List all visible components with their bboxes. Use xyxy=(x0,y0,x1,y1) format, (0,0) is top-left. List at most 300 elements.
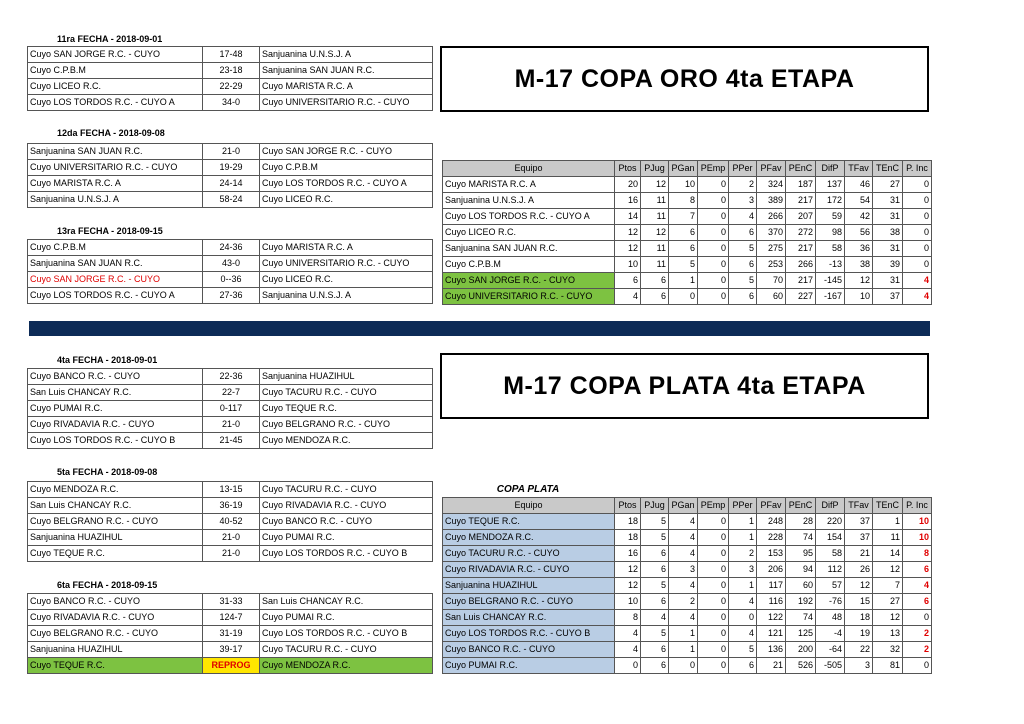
stat-value: 6 xyxy=(669,241,698,257)
away-team: Cuyo C.P.B.M xyxy=(260,160,433,176)
column-header: PFav xyxy=(757,161,786,177)
stat-value: 6 xyxy=(641,546,669,562)
team-name: Cuyo LOS TORDOS R.C. - CUYO A xyxy=(443,209,615,225)
match-row xyxy=(28,63,433,79)
penalty-points: 0 xyxy=(903,225,932,241)
column-header: DifP xyxy=(816,161,845,177)
stat-value: 0 xyxy=(698,594,729,610)
copa-oro-standings xyxy=(442,160,932,305)
stat-value: 1 xyxy=(729,578,757,594)
stat-value: 5 xyxy=(669,257,698,273)
column-header: PGan xyxy=(669,161,698,177)
stat-value: 1 xyxy=(873,514,903,530)
home-team: Cuyo LICEO R.C. xyxy=(28,79,203,95)
stat-value: 37 xyxy=(873,289,903,305)
penalty-points: 4 xyxy=(903,578,932,594)
stat-value: 46 xyxy=(845,177,873,193)
stat-value: 18 xyxy=(845,610,873,626)
penalty-points: 0 xyxy=(903,209,932,225)
team-name: Cuyo MENDOZA R.C. xyxy=(443,530,615,546)
match-row xyxy=(28,658,433,674)
penalty-points: 2 xyxy=(903,642,932,658)
penalty-points: 0 xyxy=(903,257,932,273)
stat-value: 37 xyxy=(845,530,873,546)
team-name: Cuyo BANCO R.C. - CUYO xyxy=(443,642,615,658)
match-row xyxy=(28,610,433,626)
stat-value: 70 xyxy=(757,273,786,289)
column-header: PFav xyxy=(757,498,786,514)
stat-value: 0 xyxy=(698,177,729,193)
stat-value: 6 xyxy=(729,225,757,241)
stat-value: 272 xyxy=(786,225,816,241)
stat-value: 48 xyxy=(816,610,845,626)
column-header: PEnC xyxy=(786,498,816,514)
standings-row xyxy=(443,546,932,562)
stat-value: 0 xyxy=(698,193,729,209)
standings-row xyxy=(443,225,932,241)
home-team: Cuyo RIVADAVIA R.C. - CUYO xyxy=(28,417,203,433)
stat-value: 12 xyxy=(615,578,641,594)
match-row xyxy=(28,514,433,530)
match-score: 21-0 xyxy=(203,144,260,160)
match-row xyxy=(28,240,433,256)
column-header: Equipo xyxy=(443,161,615,177)
match-score: 39-17 xyxy=(203,642,260,658)
standings-row xyxy=(443,658,932,674)
match-score: 31-19 xyxy=(203,626,260,642)
standings-row xyxy=(443,289,932,305)
stat-value: 172 xyxy=(816,193,845,209)
fixture-table xyxy=(27,593,433,674)
stat-value: 1 xyxy=(669,642,698,658)
stat-value: 74 xyxy=(786,610,816,626)
standings-row xyxy=(443,514,932,530)
match-score: 21-0 xyxy=(203,546,260,562)
match-score: 13-15 xyxy=(203,482,260,498)
stat-value: 27 xyxy=(873,594,903,610)
stat-value: 12 xyxy=(615,562,641,578)
stat-value: 7 xyxy=(873,578,903,594)
fixture-table xyxy=(27,239,433,304)
match-row xyxy=(28,530,433,546)
stat-value: 20 xyxy=(615,177,641,193)
team-name: Cuyo BELGRANO R.C. - CUYO xyxy=(443,594,615,610)
match-score: 31-33 xyxy=(203,594,260,610)
stat-value: 4 xyxy=(669,530,698,546)
match-row xyxy=(28,594,433,610)
stat-value: 2 xyxy=(669,594,698,610)
stat-value: 266 xyxy=(786,257,816,273)
stat-value: 18 xyxy=(615,514,641,530)
match-row xyxy=(28,47,433,63)
column-header: TFav xyxy=(845,161,873,177)
penalty-points: 10 xyxy=(903,530,932,546)
stat-value: 11 xyxy=(641,241,669,257)
stat-value: 275 xyxy=(757,241,786,257)
stat-value: 0 xyxy=(698,562,729,578)
home-team: Cuyo BELGRANO R.C. - CUYO xyxy=(28,626,203,642)
stat-value: 154 xyxy=(816,530,845,546)
stat-value: 6 xyxy=(729,257,757,273)
stat-value: 4 xyxy=(641,610,669,626)
home-team: Cuyo SAN JORGE R.C. - CUYO xyxy=(28,272,203,288)
fecha-title: 4ta FECHA - 2018-09-01 xyxy=(57,355,158,365)
standings-row xyxy=(443,642,932,658)
stat-value: 56 xyxy=(845,225,873,241)
stat-value: 2 xyxy=(729,177,757,193)
stat-value: 1 xyxy=(669,273,698,289)
stat-value: -64 xyxy=(816,642,845,658)
away-team: Cuyo MARISTA R.C. A xyxy=(260,79,433,95)
home-team: Sanjuanina HUAZIHUL xyxy=(28,530,203,546)
home-team: Cuyo BANCO R.C. - CUYO xyxy=(28,369,203,385)
team-name: Cuyo TACURU R.C. - CUYO xyxy=(443,546,615,562)
fecha-title: 5ta FECHA - 2018-09-08 xyxy=(57,467,158,477)
stat-value: 21 xyxy=(845,546,873,562)
away-team: San Luis CHANCAY R.C. xyxy=(260,594,433,610)
penalty-points: 6 xyxy=(903,594,932,610)
column-header: Equipo xyxy=(443,498,615,514)
home-team: San Luis CHANCAY R.C. xyxy=(28,385,203,401)
stat-value: 1 xyxy=(729,530,757,546)
match-row xyxy=(28,95,433,111)
match-score: 124-7 xyxy=(203,610,260,626)
away-team: Cuyo LOS TORDOS R.C. - CUYO A xyxy=(260,176,433,192)
stat-value: 12 xyxy=(615,225,641,241)
stat-value: 217 xyxy=(786,273,816,289)
stat-value: 5 xyxy=(729,642,757,658)
stat-value: 12 xyxy=(873,562,903,578)
home-team: Cuyo C.P.B.M xyxy=(28,63,203,79)
home-team: Cuyo C.P.B.M xyxy=(28,240,203,256)
column-header: TEnC xyxy=(873,161,903,177)
team-name: Sanjuanina U.N.S.J. A xyxy=(443,193,615,209)
standings-row xyxy=(443,177,932,193)
column-header: DifP xyxy=(816,498,845,514)
stat-value: 6 xyxy=(641,289,669,305)
stat-value: 0 xyxy=(669,289,698,305)
fixture-table xyxy=(27,46,433,111)
standings-row xyxy=(443,562,932,578)
stat-value: 0 xyxy=(698,225,729,241)
stat-value: 38 xyxy=(845,257,873,273)
fixture-table xyxy=(27,368,433,449)
stat-value: 137 xyxy=(816,177,845,193)
stat-value: 4 xyxy=(729,594,757,610)
stat-value: 0 xyxy=(698,626,729,642)
stat-value: 74 xyxy=(786,530,816,546)
stat-value: 153 xyxy=(757,546,786,562)
home-team: Cuyo MENDOZA R.C. xyxy=(28,482,203,498)
column-header: P. Inc xyxy=(903,161,932,177)
penalty-points: 6 xyxy=(903,562,932,578)
fecha-title: 11ra FECHA - 2018-09-01 xyxy=(57,34,163,44)
penalty-points: 2 xyxy=(903,626,932,642)
away-team: Cuyo UNIVERSITARIO R.C. - CUYO xyxy=(260,256,433,272)
home-team: Sanjuanina HUAZIHUL xyxy=(28,642,203,658)
stat-value: 4 xyxy=(669,610,698,626)
stat-value: 200 xyxy=(786,642,816,658)
match-score: 19-29 xyxy=(203,160,260,176)
away-team: Cuyo MENDOZA R.C. xyxy=(260,433,433,449)
away-team: Cuyo UNIVERSITARIO R.C. - CUYO xyxy=(260,95,433,111)
stat-value: 266 xyxy=(757,209,786,225)
stat-value: 11 xyxy=(641,209,669,225)
stat-value: 42 xyxy=(845,209,873,225)
penalty-points: 4 xyxy=(903,289,932,305)
stat-value: 324 xyxy=(757,177,786,193)
stat-value: -76 xyxy=(816,594,845,610)
stat-value: 38 xyxy=(873,225,903,241)
stat-value: 1 xyxy=(729,514,757,530)
home-team: Cuyo RIVADAVIA R.C. - CUYO xyxy=(28,610,203,626)
stat-value: 12 xyxy=(845,273,873,289)
match-score: 43-0 xyxy=(203,256,260,272)
match-score: 27-36 xyxy=(203,288,260,304)
away-team: Cuyo BANCO R.C. - CUYO xyxy=(260,514,433,530)
stat-value: 59 xyxy=(816,209,845,225)
match-row xyxy=(28,482,433,498)
penalty-points: 0 xyxy=(903,610,932,626)
match-score: 21-45 xyxy=(203,433,260,449)
home-team: Sanjuanina U.N.S.J. A xyxy=(28,192,203,208)
match-score: 22-36 xyxy=(203,369,260,385)
stat-value: 7 xyxy=(669,209,698,225)
match-row xyxy=(28,369,433,385)
column-header: PPer xyxy=(729,161,757,177)
column-header: PEnC xyxy=(786,161,816,177)
match-score: 0--36 xyxy=(203,272,260,288)
stat-value: 217 xyxy=(786,193,816,209)
match-score: 40-52 xyxy=(203,514,260,530)
stat-value: 0 xyxy=(698,658,729,674)
away-team: Cuyo BELGRANO R.C. - CUYO xyxy=(260,417,433,433)
stat-value: 3 xyxy=(729,562,757,578)
match-row xyxy=(28,433,433,449)
stat-value: 10 xyxy=(845,289,873,305)
away-team: Sanjuanina SAN JUAN R.C. xyxy=(260,63,433,79)
stat-value: 31 xyxy=(873,241,903,257)
home-team: Cuyo UNIVERSITARIO R.C. - CUYO xyxy=(28,160,203,176)
stat-value: -505 xyxy=(816,658,845,674)
match-score: 22-29 xyxy=(203,79,260,95)
stat-value: 6 xyxy=(615,273,641,289)
match-score: 22-7 xyxy=(203,385,260,401)
stat-value: 12 xyxy=(615,241,641,257)
team-name: Cuyo LOS TORDOS R.C. - CUYO B xyxy=(443,626,615,642)
match-row xyxy=(28,256,433,272)
stat-value: 5 xyxy=(729,241,757,257)
fecha-title: 13ra FECHA - 2018-09-15 xyxy=(57,226,163,236)
stat-value: 1 xyxy=(669,626,698,642)
match-score: 24-36 xyxy=(203,240,260,256)
home-team: Cuyo LOS TORDOS R.C. - CUYO A xyxy=(28,95,203,111)
away-team: Cuyo PUMAI R.C. xyxy=(260,610,433,626)
stat-value: 10 xyxy=(615,594,641,610)
match-row xyxy=(28,160,433,176)
away-team: Cuyo LICEO R.C. xyxy=(260,272,433,288)
home-team: Cuyo BANCO R.C. - CUYO xyxy=(28,594,203,610)
standings-row xyxy=(443,626,932,642)
team-name: Cuyo RIVADAVIA R.C. - CUYO xyxy=(443,562,615,578)
copa-oro-banner: M-17 COPA ORO 4ta ETAPA xyxy=(440,46,929,112)
stat-value: 4 xyxy=(729,209,757,225)
column-header: PEmp xyxy=(698,498,729,514)
away-team: Cuyo TACURU R.C. - CUYO xyxy=(260,482,433,498)
standings-row xyxy=(443,257,932,273)
stat-value: 12 xyxy=(873,610,903,626)
away-team: Sanjuanina HUAZIHUL xyxy=(260,369,433,385)
match-score: 36-19 xyxy=(203,498,260,514)
column-header: Ptos xyxy=(615,498,641,514)
team-name: Sanjuanina HUAZIHUL xyxy=(443,578,615,594)
team-name: Sanjuanina SAN JUAN R.C. xyxy=(443,241,615,257)
home-team: Cuyo SAN JORGE R.C. - CUYO xyxy=(28,47,203,63)
stat-value: 6 xyxy=(641,562,669,578)
stat-value: 117 xyxy=(757,578,786,594)
stat-value: 217 xyxy=(786,241,816,257)
fixture-table xyxy=(27,481,433,562)
match-row xyxy=(28,176,433,192)
away-team: Cuyo SAN JORGE R.C. - CUYO xyxy=(260,144,433,160)
fecha-title: 12da FECHA - 2018-09-08 xyxy=(57,128,165,138)
stat-value: 5 xyxy=(641,578,669,594)
column-header: Ptos xyxy=(615,161,641,177)
home-team: Cuyo LOS TORDOS R.C. - CUYO A xyxy=(28,288,203,304)
stat-value: 112 xyxy=(816,562,845,578)
match-score: 24-14 xyxy=(203,176,260,192)
column-header: PJug xyxy=(641,161,669,177)
stat-value: -13 xyxy=(816,257,845,273)
stat-value: 31 xyxy=(873,209,903,225)
stat-value: 227 xyxy=(786,289,816,305)
stat-value: 136 xyxy=(757,642,786,658)
away-team: Cuyo TACURU R.C. - CUYO xyxy=(260,642,433,658)
stat-value: 0 xyxy=(698,209,729,225)
stat-value: 0 xyxy=(698,578,729,594)
stat-value: 0 xyxy=(698,273,729,289)
stat-value: 5 xyxy=(729,273,757,289)
team-name: Cuyo MARISTA R.C. A xyxy=(443,177,615,193)
column-header: PJug xyxy=(641,498,669,514)
stat-value: 81 xyxy=(873,658,903,674)
stat-value: 10 xyxy=(669,177,698,193)
away-team: Cuyo LOS TORDOS R.C. - CUYO B xyxy=(260,626,433,642)
stat-value: 206 xyxy=(757,562,786,578)
stat-value: 58 xyxy=(816,546,845,562)
stat-value: 207 xyxy=(786,209,816,225)
stat-value: 57 xyxy=(816,578,845,594)
stat-value: 37 xyxy=(845,514,873,530)
stat-value: 5 xyxy=(641,530,669,546)
home-team: Sanjuanina SAN JUAN R.C. xyxy=(28,144,203,160)
match-row xyxy=(28,401,433,417)
match-row xyxy=(28,272,433,288)
stat-value: 21 xyxy=(757,658,786,674)
team-name: Cuyo SAN JORGE R.C. - CUYO xyxy=(443,273,615,289)
stat-value: 370 xyxy=(757,225,786,241)
stat-value: 3 xyxy=(845,658,873,674)
penalty-points: 4 xyxy=(903,273,932,289)
stat-value: 11 xyxy=(641,193,669,209)
stat-value: 116 xyxy=(757,594,786,610)
stat-value: 192 xyxy=(786,594,816,610)
stat-value: 0 xyxy=(698,289,729,305)
away-team: Sanjuanina U.N.S.J. A xyxy=(260,288,433,304)
stat-value: 4 xyxy=(669,514,698,530)
stat-value: 526 xyxy=(786,658,816,674)
home-team: Cuyo PUMAI R.C. xyxy=(28,401,203,417)
penalty-points: 0 xyxy=(903,241,932,257)
stat-value: -4 xyxy=(816,626,845,642)
away-team: Cuyo PUMAI R.C. xyxy=(260,530,433,546)
stat-value: 11 xyxy=(641,257,669,273)
stat-value: 18 xyxy=(615,530,641,546)
home-team: Sanjuanina SAN JUAN R.C. xyxy=(28,256,203,272)
stat-value: 4 xyxy=(615,626,641,642)
stat-value: 389 xyxy=(757,193,786,209)
match-row xyxy=(28,642,433,658)
stat-value: 6 xyxy=(641,658,669,674)
stat-value: 0 xyxy=(698,546,729,562)
copa-plata-standings xyxy=(442,497,932,674)
away-team: Cuyo TACURU R.C. - CUYO xyxy=(260,385,433,401)
standings-row xyxy=(443,273,932,289)
away-team: Cuyo MARISTA R.C. A xyxy=(260,240,433,256)
stat-value: 4 xyxy=(669,546,698,562)
team-name: Cuyo PUMAI R.C. xyxy=(443,658,615,674)
match-row xyxy=(28,417,433,433)
away-team: Cuyo RIVADAVIA R.C. - CUYO xyxy=(260,498,433,514)
stat-value: 0 xyxy=(615,658,641,674)
stat-value: 28 xyxy=(786,514,816,530)
column-header: PPer xyxy=(729,498,757,514)
stat-value: 3 xyxy=(669,562,698,578)
stat-value: 0 xyxy=(698,610,729,626)
stat-value: 253 xyxy=(757,257,786,273)
standings-row xyxy=(443,578,932,594)
stat-value: 94 xyxy=(786,562,816,578)
stat-value: 4 xyxy=(729,626,757,642)
match-score: 17-48 xyxy=(203,47,260,63)
stat-value: 32 xyxy=(873,642,903,658)
stat-value: 14 xyxy=(873,546,903,562)
column-header: TFav xyxy=(845,498,873,514)
team-name: Cuyo UNIVERSITARIO R.C. - CUYO xyxy=(443,289,615,305)
stat-value: 125 xyxy=(786,626,816,642)
stat-value: 12 xyxy=(641,225,669,241)
team-name: Cuyo LICEO R.C. xyxy=(443,225,615,241)
column-header: TEnC xyxy=(873,498,903,514)
match-score: 34-0 xyxy=(203,95,260,111)
stat-value: 0 xyxy=(698,241,729,257)
stat-value: 16 xyxy=(615,546,641,562)
stat-value: 4 xyxy=(615,642,641,658)
stat-value: 248 xyxy=(757,514,786,530)
column-header: PEmp xyxy=(698,161,729,177)
match-score: 0-117 xyxy=(203,401,260,417)
team-name: San Luis CHANCAY R.C. xyxy=(443,610,615,626)
column-header: P. Inc xyxy=(903,498,932,514)
away-team: Cuyo LOS TORDOS R.C. - CUYO B xyxy=(260,546,433,562)
stat-value: 6 xyxy=(641,594,669,610)
home-team: Cuyo MARISTA R.C. A xyxy=(28,176,203,192)
stat-value: 98 xyxy=(816,225,845,241)
standings-row xyxy=(443,193,932,209)
stat-value: 10 xyxy=(615,257,641,273)
match-row xyxy=(28,385,433,401)
stat-value: -145 xyxy=(816,273,845,289)
